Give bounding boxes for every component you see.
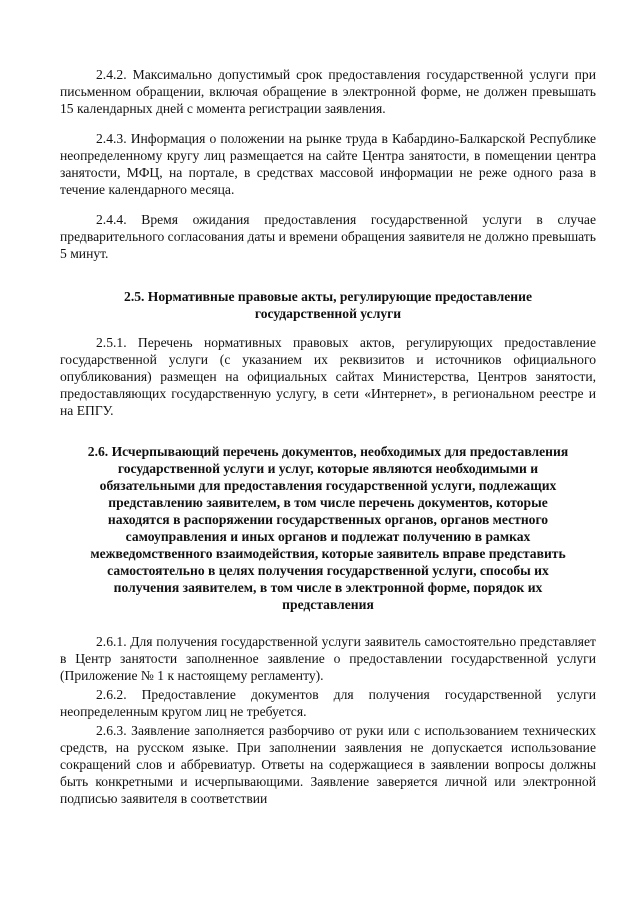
paragraph-2-4-2: 2.4.2. Максимально допустимый срок предоставления государственной услуги при письменном обращении, включая обращение в электронной форме, не должен превышать 15 календарных дней с момента регистрации заявления. [60,67,596,116]
paragraph-2-6-1: 2.6.1. Для получения государственной услуги заявитель самостоятельно представляет в Центр занятости заполненное заявление о предоставлении государственной услуги (Приложение № 1 к настоящему регламенту). [60,634,596,683]
paragraph-2-5-1: 2.5.1. Перечень нормативных правовых актов, регулирующих предоставление государственной услуги (с указанием их реквизитов и источников официального опубликования) размещен на официальных сайтах Министерства, Центров занятости, предоставляющих государственную услугу, в сети «Интернет», в региональном реестре и на ЕПГУ. [60,335,596,418]
paragraph-2-4-4: 2.4.4. Время ожидания предоставления государственной услуги в случае предварительного согласования даты и времени обращения заявителя не должно превышать 5 минут. [60,212,596,261]
paragraph-2-6-2: 2.6.2. Предоставление документов для получения государственной услуги неопределенным кругом лиц не требуется. [60,687,596,719]
section-heading-2-5: 2.5. Нормативные правовые акты, регулирующие предоставление государственной услуги [124,289,532,321]
section-heading-2-6: 2.6. Исчерпывающий перечень документов, необходимых для предоставления государственной услуги и услуг, которые являются необходимыми и обязательными для предоставления государственной услуги, подлежащих представлению заявителем, в том числе перечень документов, которые находятся в распоряжении государственных органов, органов местного самоуправления и иных органов и подлежат получению в рамках межведомственного взаимодействия, которые заявитель вправе представить самостоятельно в целях получения государственной услуги, способы их получения заявителем, в том числе в электронной форме, порядок их представления [87,444,569,612]
paragraph-2-4-3: 2.4.3. Информация о положении на рынке труда в Кабардино-Балкарской Республике неопределенному кругу лиц размещается на сайте Центра занятости, в помещении центра занятости, МФЦ, на портале, в средствах массовой информации не реже одного раза в течение календарного месяца. [60,131,596,197]
paragraph-2-6-3: 2.6.3. Заявление заполняется разборчиво от руки или с использованием технических средств, на русском языке. При заполнении заявления не допускается использование сокращений слов и аббревиатур. Ответы на содержащиеся в заявлении вопросы должны быть конкретными и исчерпывающими. Заявление заверяется личной или электронной подписью заявителя в соответствии [60,723,596,806]
